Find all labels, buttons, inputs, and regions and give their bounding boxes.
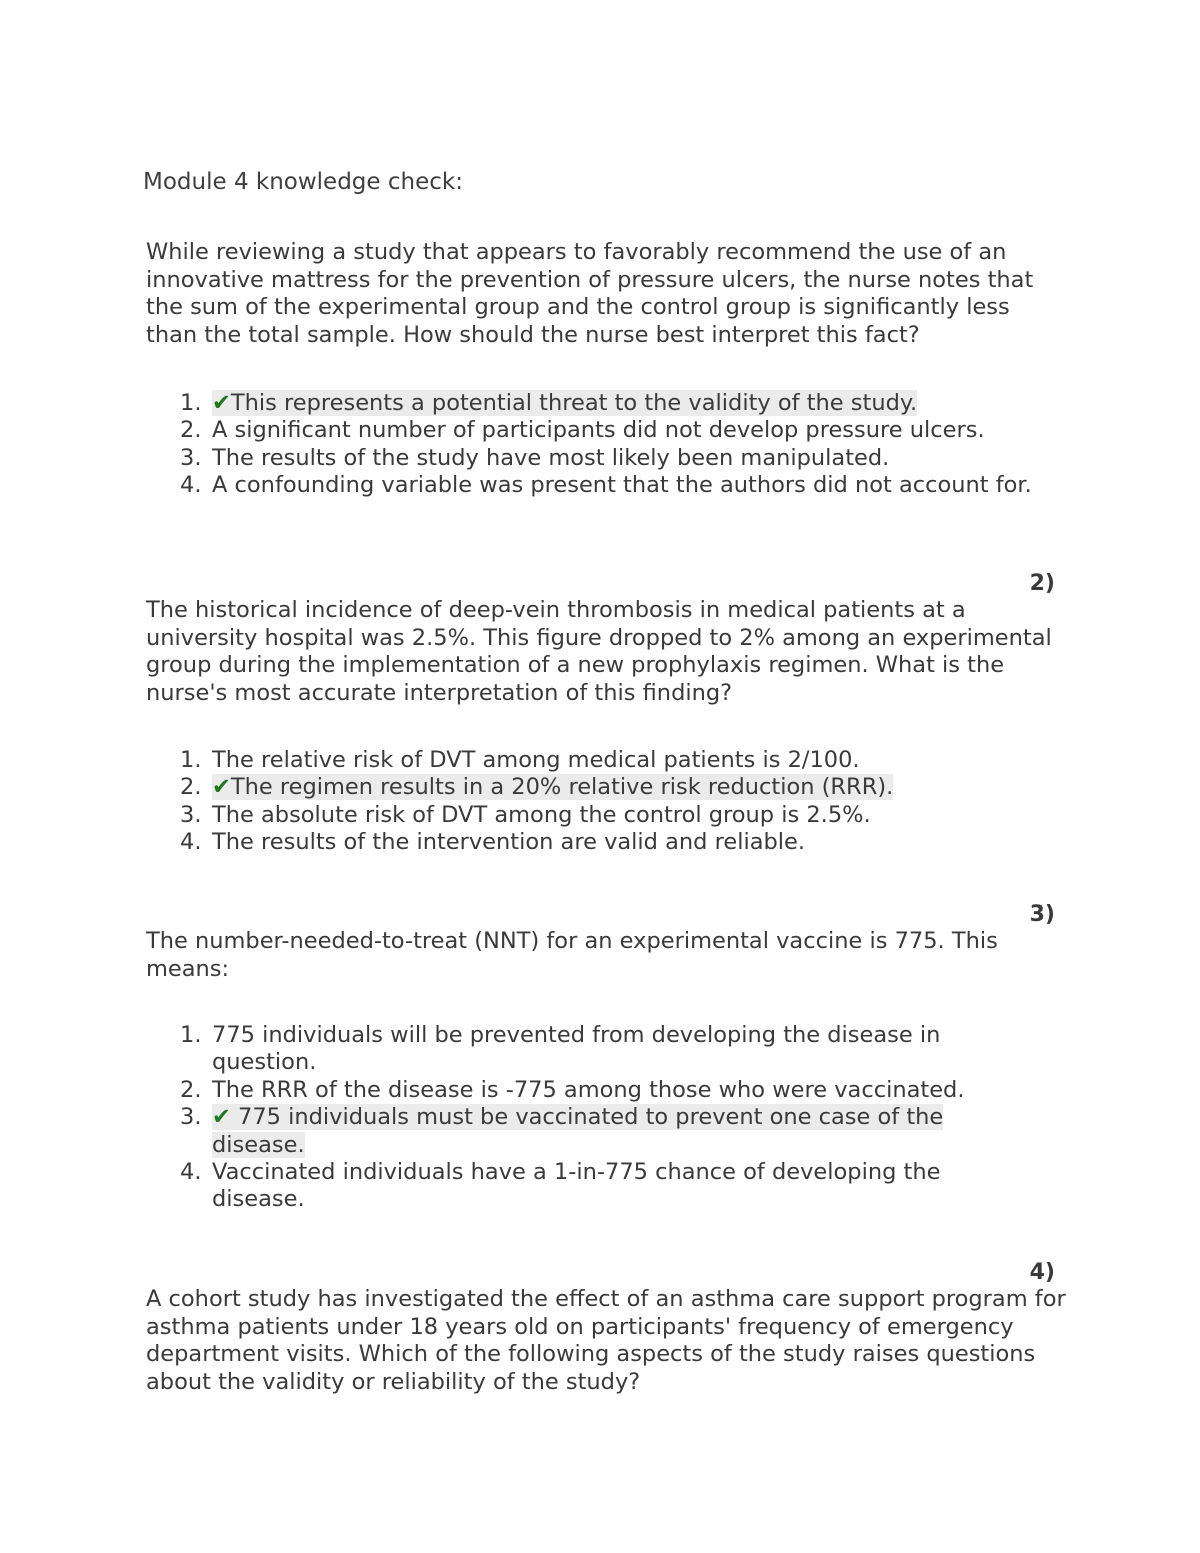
answer-option <box>180 829 1040 856</box>
option-number: 3. <box>180 801 202 828</box>
option-text: A confounding variable was present that the authors did not account for. <box>212 472 1032 499</box>
correct-answer-highlight <box>212 1104 943 1157</box>
option-number: 1. <box>180 747 202 773</box>
option-number: 4. <box>180 829 202 856</box>
option-text: The regimen results in a 20% relative risk reduction (RRR). <box>230 774 894 801</box>
question-3-number: 3) <box>1029 902 1055 927</box>
option-text: The results of the study have most likely been manipulated. <box>212 444 890 471</box>
question-2-stem: The historical incidence of deep-vein thrombosis in medical patients at a university hospital was 2.5%. This figure dropped to 2% among an experimental group during the implementation of a new prophylaxis regimen. What is the nurse's most accurate interpretation of this finding? <box>146 597 1052 706</box>
option-number: 4. <box>180 1159 202 1186</box>
answer-option <box>180 445 1040 472</box>
question-4-stem: A cohort study has investigated the effect of an asthma care support program for asthma patients under 18 years old on participants' frequency of emergency department visits. Which of the following aspects of the study raises questions about the validity or reliability of the study? <box>146 1286 1066 1395</box>
option-text: A significant number of participants did not develop pressure ulcers. <box>212 417 985 444</box>
option-number: 2. <box>180 774 202 801</box>
option-text: 775 individuals must be vaccinated to prevent one case of the disease. <box>212 1104 944 1158</box>
option-text: This represents a potential threat to the validity of the study. <box>230 390 918 416</box>
question-3-stem: The number-needed-to-treat (NNT) for an experimental vaccine is 775. This means: <box>146 928 998 982</box>
check-icon: ✔ <box>212 774 231 801</box>
question-1-stem: While reviewing a study that appears to favorably recommend the use of an innovative mattress for the prevention of pressure ulcers, the nurse notes that the sum of the experimental group and the control group is significantly less than the total sample. How should the nurse best interpret this fact? <box>146 239 1034 348</box>
answer-option <box>180 1022 1040 1077</box>
question-3-options <box>180 1022 1040 1214</box>
correct-answer-highlight <box>212 390 917 416</box>
answer-option <box>180 417 1040 444</box>
option-text: The results of the intervention are valid and reliable. <box>212 829 806 856</box>
question-1-options <box>180 390 1040 500</box>
answer-option <box>180 802 1040 829</box>
option-text: The absolute risk of DVT among the control group is 2.5%. <box>212 801 871 828</box>
question-2-options <box>180 747 1040 857</box>
option-text: Vaccinated individuals have a 1-in-775 chance of developing the disease. <box>212 1159 941 1213</box>
option-number: 4. <box>180 472 202 499</box>
question-2-number: 2) <box>1029 571 1055 596</box>
answer-option <box>180 1104 1040 1159</box>
option-number: 1. <box>180 390 202 416</box>
check-icon: ✔ <box>212 1104 231 1131</box>
answer-option <box>180 774 1040 801</box>
option-text: The RRR of the disease is -775 among those who were vaccinated. <box>212 1076 965 1103</box>
answer-option <box>180 472 1040 499</box>
option-text: 775 individuals will be prevented from developing the disease in question. <box>212 1022 941 1076</box>
option-text: The relative risk of DVT among medical patients is 2/100. <box>212 747 860 773</box>
option-number: 1. <box>180 1022 202 1048</box>
document-title: Module 4 knowledge check: <box>143 169 463 195</box>
correct-answer-highlight <box>212 774 893 800</box>
answer-option <box>180 747 1040 774</box>
answer-option <box>180 1159 1040 1214</box>
option-number: 2. <box>180 1076 202 1103</box>
answer-option <box>180 390 1040 417</box>
answer-option <box>180 1077 1040 1104</box>
option-number: 2. <box>180 417 202 444</box>
option-number: 3. <box>180 1104 202 1131</box>
option-number: 3. <box>180 444 202 471</box>
check-icon: ✔ <box>212 390 231 416</box>
question-4-number: 4) <box>1029 1260 1055 1285</box>
